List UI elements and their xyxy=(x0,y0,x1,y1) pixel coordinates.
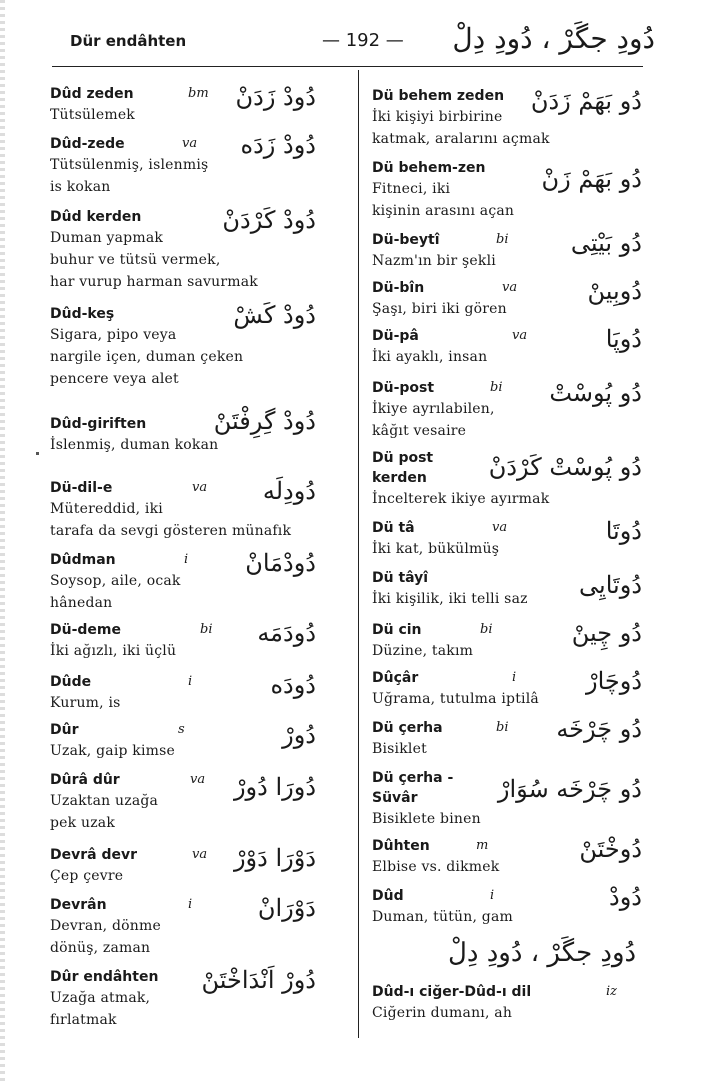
entry-definition-line: har vurup harman savurmak xyxy=(50,274,258,290)
entry-arabic-script: دُودْ زَدَنْ xyxy=(235,83,316,111)
entry-definition-line: Sigara, pipo veya xyxy=(50,327,177,343)
entry-definition-line: kâğıt vesaire xyxy=(372,423,467,439)
grammar-abbreviation: iz xyxy=(606,984,618,999)
entry-headword: Dü behem-zen xyxy=(372,160,486,176)
entry-arabic-script: دُو بَهَمْ زَنْ xyxy=(541,165,642,193)
entry-definition-line: Kurum, is xyxy=(50,695,121,711)
entry-definition-line: Tütsülenmiş, islenmiş xyxy=(50,157,209,173)
entry-arabic-script: دُودِلَه xyxy=(262,477,316,505)
entry-headword: Dûrâ dûr xyxy=(50,772,120,788)
grammar-abbreviation: bi xyxy=(496,232,509,247)
page-header xyxy=(0,22,717,62)
dictionary-entry xyxy=(372,620,644,662)
entry-headword: Dûçâr xyxy=(372,670,419,686)
entry-arabic-script: دُودْ xyxy=(609,883,642,911)
entry-definition-line: İki ağızlı, iki üçlü xyxy=(50,643,177,659)
entry-headword: Dûdman xyxy=(50,552,116,568)
entry-definition-line: Bisiklet xyxy=(372,741,427,757)
dictionary-entry xyxy=(50,770,318,834)
entry-definition-line: Şaşı, biri iki gören xyxy=(372,301,507,317)
dictionary-entry xyxy=(50,672,318,714)
grammar-abbreviation: bi xyxy=(480,622,493,637)
entry-arabic-script: دُو پُوسْتْ كَرْدَنْ xyxy=(488,453,642,481)
entry-headword: Dûhten xyxy=(372,838,430,854)
entry-arabic-script: دُورْ اَنْدَاخْتَنْ xyxy=(201,966,316,994)
entry-headword: Dü behem zeden xyxy=(372,88,505,104)
entry-definition-line: Duman, tütün, gam xyxy=(372,909,513,925)
entry-definition-line: İkiye ayrılabilen, xyxy=(372,401,495,417)
entry-arabic-script: دُودَه xyxy=(270,671,316,699)
entry-definition-line: İslenmiş, duman kokan xyxy=(50,437,219,453)
entry-arabic-script: دُو چَرْخَه سُوَارْ xyxy=(497,775,642,803)
dictionary-entry xyxy=(372,158,644,222)
entry-definition-line: Uzaktan uzağa xyxy=(50,793,159,809)
dictionary-entry xyxy=(50,895,318,959)
entry-headword: Devrâ devr xyxy=(50,847,138,863)
grammar-abbreviation: m xyxy=(476,838,489,853)
dictionary-entry xyxy=(50,84,318,126)
entry-arabic-script: دُودْ كَشْ xyxy=(233,301,316,329)
entry-definition-line: Elbise vs. dikmek xyxy=(372,859,500,875)
grammar-abbreviation: s xyxy=(178,722,185,737)
grammar-abbreviation: va xyxy=(182,136,198,151)
grammar-abbreviation: va xyxy=(190,772,206,787)
entry-headword: Devrân xyxy=(50,897,107,913)
dictionary-entry xyxy=(372,448,644,510)
entry-arabic-script: دُودْ كَرْدَنْ xyxy=(222,206,316,234)
entry-definition-line: is kokan xyxy=(50,179,111,195)
entry-headword: Dûd-keş xyxy=(50,306,115,322)
dictionary-entry xyxy=(50,967,318,1031)
entry-headword-continued: Süvâr xyxy=(372,790,418,806)
entry-definition-line: Ciğerin dumanı, ah xyxy=(372,1005,513,1021)
dictionary-entry xyxy=(372,668,644,710)
entry-definition-line: Bisiklete binen xyxy=(372,811,481,827)
entry-headword: Dûd zeden xyxy=(50,86,134,102)
entry-headword: Dü post xyxy=(372,450,434,466)
entry-arabic-script: دُودْ زَدَه xyxy=(240,131,316,159)
grammar-abbreviation: i xyxy=(188,897,193,912)
dictionary-entry xyxy=(50,301,318,390)
entry-headword: Dûde xyxy=(50,674,92,690)
dictionary-entry xyxy=(372,278,644,320)
entry-definition-line: Soysop, aile, ocak xyxy=(50,573,181,589)
entry-headword: Dûr endâhten xyxy=(50,969,159,985)
dictionary-entry xyxy=(372,230,644,272)
dictionary-entry xyxy=(372,518,644,560)
entry-headword: Dü-bîn xyxy=(372,280,425,296)
entry-definition-line: buhur ve tütsü vermek, xyxy=(50,252,221,268)
grammar-abbreviation: va xyxy=(192,480,208,495)
entry-headword: Dü-post xyxy=(372,380,435,396)
entry-headword: Dûd-ı ciğer-Dûd-ı dil xyxy=(372,984,532,1000)
dictionary-entry xyxy=(372,883,644,928)
grammar-abbreviation: va xyxy=(192,847,208,862)
entry-headword: Dü-beytî xyxy=(372,232,440,248)
entry-arabic-script: دُودْمَانْ xyxy=(245,549,316,577)
entry-definition-line: Uzağa atmak, xyxy=(50,990,151,1006)
entry-definition-line: Devran, dönme xyxy=(50,918,161,934)
dictionary-entry xyxy=(372,86,644,150)
dictionary-entry xyxy=(372,568,644,610)
grammar-abbreviation: va xyxy=(502,280,518,295)
grammar-abbreviation: bi xyxy=(490,380,503,395)
entry-definition-line: Nazm'ın bir şekli xyxy=(372,253,496,269)
dictionary-entry xyxy=(372,326,644,368)
grammar-abbreviation: va xyxy=(512,328,528,343)
entry-headword: Dü-dil-e xyxy=(50,480,113,496)
entry-arabic-script: دُوتَا xyxy=(605,517,642,545)
grammar-abbreviation: i xyxy=(188,674,193,689)
entry-headword: Dü cin xyxy=(372,622,422,638)
entry-headword: Dü tâ xyxy=(372,520,415,536)
entry-arabic-script: دَوْرَانْ xyxy=(257,894,316,922)
dictionary-entry xyxy=(372,982,644,1024)
entry-headword: Dü tâyî xyxy=(372,570,429,586)
entry-headword: Dü-pâ xyxy=(372,328,419,344)
dictionary-entry xyxy=(50,620,318,662)
dictionary-entry xyxy=(50,845,318,887)
grammar-abbreviation: va xyxy=(492,520,508,535)
entry-definition-line: Düzine, takım xyxy=(372,643,474,659)
entry-definition-line: tarafa da sevgi gösteren münafık xyxy=(50,523,292,539)
entry-arabic-script: دُورَا دُورْ xyxy=(233,773,316,801)
dictionary-entry xyxy=(50,131,318,198)
entry-arabic-script: دُو چِينْ xyxy=(571,619,642,647)
entry-arabic-script: دُو پُوسْتْ xyxy=(549,379,642,407)
dictionary-entry xyxy=(50,207,318,293)
entry-definition-line: dönüş, zaman xyxy=(50,940,151,956)
entry-definition-line: Uzak, gaip kimse xyxy=(50,743,176,759)
header-rule xyxy=(52,66,643,67)
entry-definition-line: Duman yapmak xyxy=(50,230,164,246)
entry-headword: Dü-deme xyxy=(50,622,121,638)
grammar-abbreviation: bm xyxy=(188,86,209,101)
page-edge-shadow xyxy=(0,0,5,1083)
grammar-abbreviation: bi xyxy=(496,720,509,735)
entry-definition-line: İki kişilik, iki telli saz xyxy=(372,591,528,607)
entry-definition-line: Fitneci, iki xyxy=(372,181,451,197)
entry-arabic-script: دَوْرَا دَوْرْ xyxy=(233,844,316,872)
running-head: Dür endâhten xyxy=(70,32,187,50)
grammar-abbreviation: i xyxy=(184,552,189,567)
entry-arabic-script: دُو چَرْخَه xyxy=(556,715,642,743)
entry-definition-line: kişinin arasını açan xyxy=(372,203,515,219)
entry-arabic-script: دُو بَيْتِى xyxy=(570,229,642,257)
dictionary-entry xyxy=(50,407,318,456)
dictionary-entry xyxy=(50,550,318,614)
entry-definition-line: Çep çevre xyxy=(50,868,124,884)
entry-definition-line: Tütsülemek xyxy=(50,107,135,123)
dictionary-entry xyxy=(372,768,644,830)
grammar-abbreviation: bi xyxy=(200,622,213,637)
entry-arabic-script: دُوتَايِى xyxy=(579,571,642,599)
entry-arabic-script: دُودْ گِرِفْتَنْ xyxy=(213,407,316,435)
dictionary-entry xyxy=(372,715,644,760)
entry-definition-line: nargile içen, duman çeken xyxy=(50,349,244,365)
entry-arabic-script: دُورْ xyxy=(282,721,316,749)
dictionary-entry xyxy=(50,720,318,762)
entry-definition-line: İki kat, bükülmüş xyxy=(372,541,500,557)
entry-arabic-script: دُوخْتَنْ xyxy=(579,835,642,863)
entry-arabic-script: دُو بَهَمْ زَدَنْ xyxy=(530,87,642,115)
column-divider xyxy=(358,70,359,1038)
dictionary-entry xyxy=(372,836,644,878)
entry-headword: Dûd-zede xyxy=(50,136,125,152)
entry-definition-line: İki ayaklı, insan xyxy=(372,349,488,365)
entry-definition-line: hânedan xyxy=(50,595,113,611)
entry-headword-continued: kerden xyxy=(372,470,427,486)
entry-arabic-heading: دُودِ جگَرْ ، دُودِ دِلْ xyxy=(448,938,637,968)
entry-definition-line: İncelterek ikiye ayırmak xyxy=(372,491,550,507)
entry-arabic-script: دُوبِينْ xyxy=(587,277,642,305)
entry-headword: Dûd-giriften xyxy=(50,416,147,432)
entry-arabic-script: دُودَمَه xyxy=(257,619,316,647)
entry-definition-line: pek uzak xyxy=(50,815,116,831)
entry-definition-line: İki kişiyi birbirine xyxy=(372,109,503,125)
entry-definition-line: katmak, aralarını açmak xyxy=(372,131,550,147)
grammar-abbreviation: i xyxy=(490,888,495,903)
page-number: — 192 — xyxy=(322,30,404,51)
entry-headword: Dûd xyxy=(372,888,404,904)
entry-arabic-script: دُوپَا xyxy=(605,325,642,353)
entry-definition-line: Mütereddid, iki xyxy=(50,501,163,517)
entry-definition-line: pencere veya alet xyxy=(50,371,179,387)
running-head-arabic: دُودِ جگَرْ ، دُودِ دِلْ xyxy=(452,22,655,55)
entry-headword: Dûr xyxy=(50,722,79,738)
entry-headword: Dü çerha xyxy=(372,720,443,736)
entry-definition-line: fırlatmak xyxy=(50,1012,117,1028)
print-mark xyxy=(36,452,39,455)
dictionary-entry xyxy=(50,478,318,542)
dictionary-entry xyxy=(372,378,644,442)
grammar-abbreviation: i xyxy=(512,670,517,685)
entry-definition-line: Uğrama, tutulma iptilâ xyxy=(372,691,539,707)
entry-arabic-script: دُوچَارْ xyxy=(585,667,642,695)
entry-headword: Dü çerha - xyxy=(372,770,454,786)
entry-headword: Dûd kerden xyxy=(50,209,142,225)
